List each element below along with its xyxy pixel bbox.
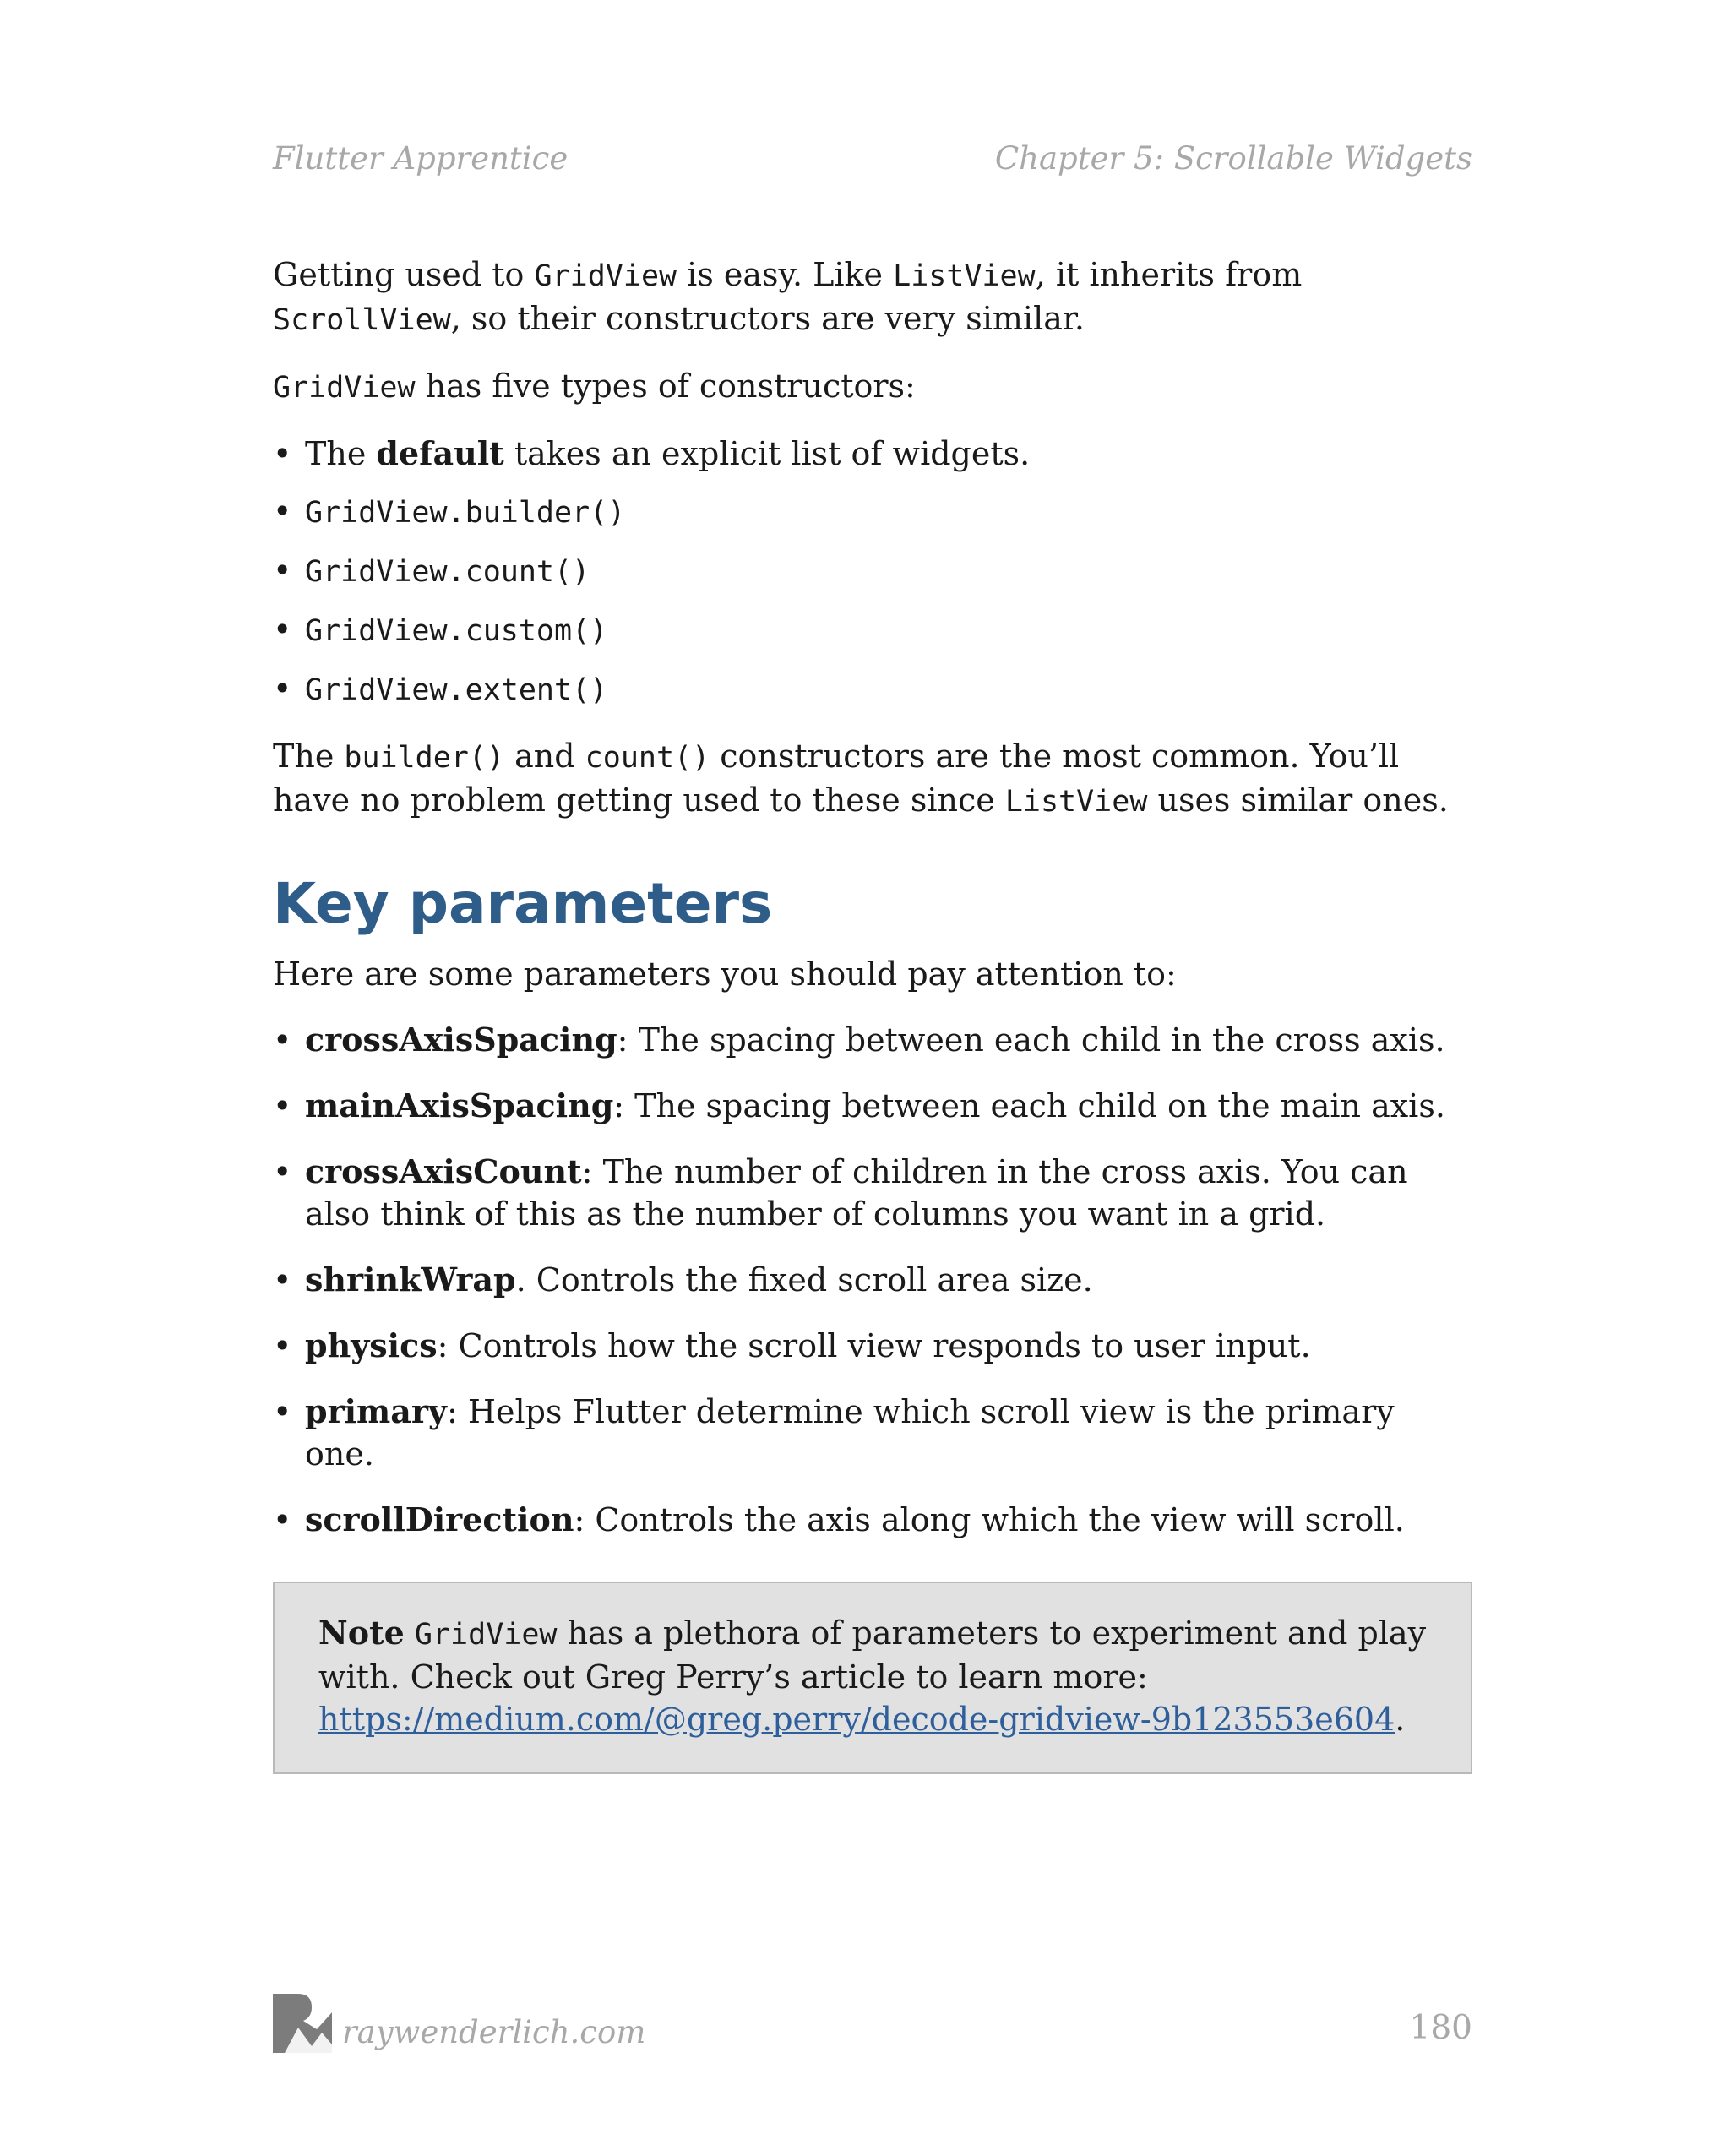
list-item: • primary: Helps Flutter determine which scroll view is the primary one. xyxy=(273,1392,1395,1473)
bullet: • xyxy=(273,611,292,648)
list-item xyxy=(273,608,1472,652)
common-constructors-paragraph: The builder() and count() constructors are the most common. You’ll have no problem getting used to these since ListView uses similar ones. xyxy=(273,738,1449,819)
parameter-name: crossAxisCount xyxy=(305,1152,582,1190)
parameters-list xyxy=(273,1019,1472,1541)
page-footer xyxy=(273,1994,1472,2061)
list-item: • shrinkWrap. Controls the fixed scroll area size. xyxy=(273,1259,1472,1301)
parameter-description: Controls the fixed scroll area size. xyxy=(536,1261,1093,1298)
inline-code: ListView xyxy=(893,259,1036,293)
bullet: • xyxy=(273,493,292,530)
list-item xyxy=(273,490,1472,534)
bullet: • xyxy=(273,435,292,472)
inline-code: ScrollView xyxy=(273,303,451,337)
parameter-description: The spacing between each child on the main axis. xyxy=(634,1087,1445,1124)
bullet: • xyxy=(273,1021,292,1059)
note-text: has a plethora of parameters to experiment and play with. Check out Greg Perry’s article to learn more: xyxy=(318,1614,1427,1696)
list-item xyxy=(273,667,1472,711)
constructors-intro-paragraph: GridView has five types of constructors: xyxy=(273,368,916,405)
parameter-name: shrinkWrap xyxy=(305,1260,516,1298)
note-box: Note GridView has a plethora of parameters to experiment and play with. Check out Greg Perry’s article to learn more: https://medium.com/@greg.perry/decode-gridview-9b123553e604. xyxy=(273,1582,1472,1774)
parameter-description: Helps Flutter determine which scroll view is the primary one. xyxy=(305,1393,1395,1473)
bullet: • xyxy=(273,1153,292,1190)
page-content xyxy=(273,253,1472,1774)
bullet: • xyxy=(273,1087,292,1124)
article-link[interactable]: https://medium.com/@greg.perry/decode-gridview-9b123553e604 xyxy=(318,1701,1395,1738)
parameter-description: The number of children in the cross axis. You can also think of this as the number of columns you want in a grid. xyxy=(305,1153,1408,1233)
page-number: 180 xyxy=(1409,2009,1472,2047)
book-title: Flutter Apprentice xyxy=(273,140,569,177)
bullet: • xyxy=(273,1393,292,1430)
note-label: Note xyxy=(318,1614,405,1652)
inline-code: GridView xyxy=(534,259,677,293)
parameter-name: mainAxisSpacing xyxy=(305,1086,614,1124)
list-item: • crossAxisSpacing: The spacing between each child in the cross axis. xyxy=(273,1019,1472,1061)
inline-code: count() xyxy=(585,741,710,775)
raywenderlich-logo-icon xyxy=(273,1994,332,2053)
bullet: • xyxy=(273,670,292,707)
parameter-description: Controls the axis along which the view will scroll. xyxy=(595,1501,1405,1538)
parameter-name: primary xyxy=(305,1392,447,1430)
inline-code: GridView.custom() xyxy=(305,614,608,648)
bullet: • xyxy=(273,1327,292,1364)
intro-paragraph: Getting used to GridView is easy. Like ListView, it inherits from ScrollView, so their constructors are very similar. xyxy=(273,256,1303,337)
document-page xyxy=(273,0,1472,2156)
inline-code: GridView.builder() xyxy=(305,496,626,530)
list-item xyxy=(273,549,1472,593)
inline-code: GridView.extent() xyxy=(305,673,608,707)
constructors-list xyxy=(273,433,1472,711)
inline-code: ListView xyxy=(1004,785,1148,819)
inline-code: GridView xyxy=(414,1618,558,1652)
parameter-name: scrollDirection xyxy=(305,1500,574,1538)
parameter-description: Controls how the scroll view responds to user input. xyxy=(458,1327,1311,1364)
list-item: • mainAxisSpacing: The spacing between each child on the main axis. xyxy=(273,1085,1472,1127)
inline-code: builder() xyxy=(344,741,505,775)
list-item: • The default takes an explicit list of widgets. xyxy=(273,433,1472,475)
inline-code: GridView xyxy=(273,371,416,405)
parameter-name: crossAxisSpacing xyxy=(305,1021,617,1059)
site-name: raywenderlich.com xyxy=(342,2014,646,2050)
chapter-title: Chapter 5: Scrollable Widgets xyxy=(994,140,1472,177)
list-item: • crossAxisCount: The number of children in the cross axis. You can also think of this as the number of columns you want in a grid. xyxy=(273,1152,1408,1233)
parameter-name: physics xyxy=(305,1326,438,1364)
section-heading: Key parameters xyxy=(273,871,773,936)
parameter-description: The spacing between each child in the cross axis. xyxy=(638,1021,1445,1059)
inline-code: GridView.count() xyxy=(305,555,590,589)
bullet: • xyxy=(273,1261,292,1298)
running-header xyxy=(273,140,1472,177)
list-item: • scrollDirection: Controls the axis along which the view will scroll. xyxy=(273,1499,1472,1541)
parameters-intro-paragraph: Here are some parameters you should pay attention to: xyxy=(273,956,1177,993)
bullet: • xyxy=(273,552,292,589)
bullet: • xyxy=(273,1501,292,1538)
list-item: • physics: Controls how the scroll view responds to user input. xyxy=(273,1325,1472,1367)
